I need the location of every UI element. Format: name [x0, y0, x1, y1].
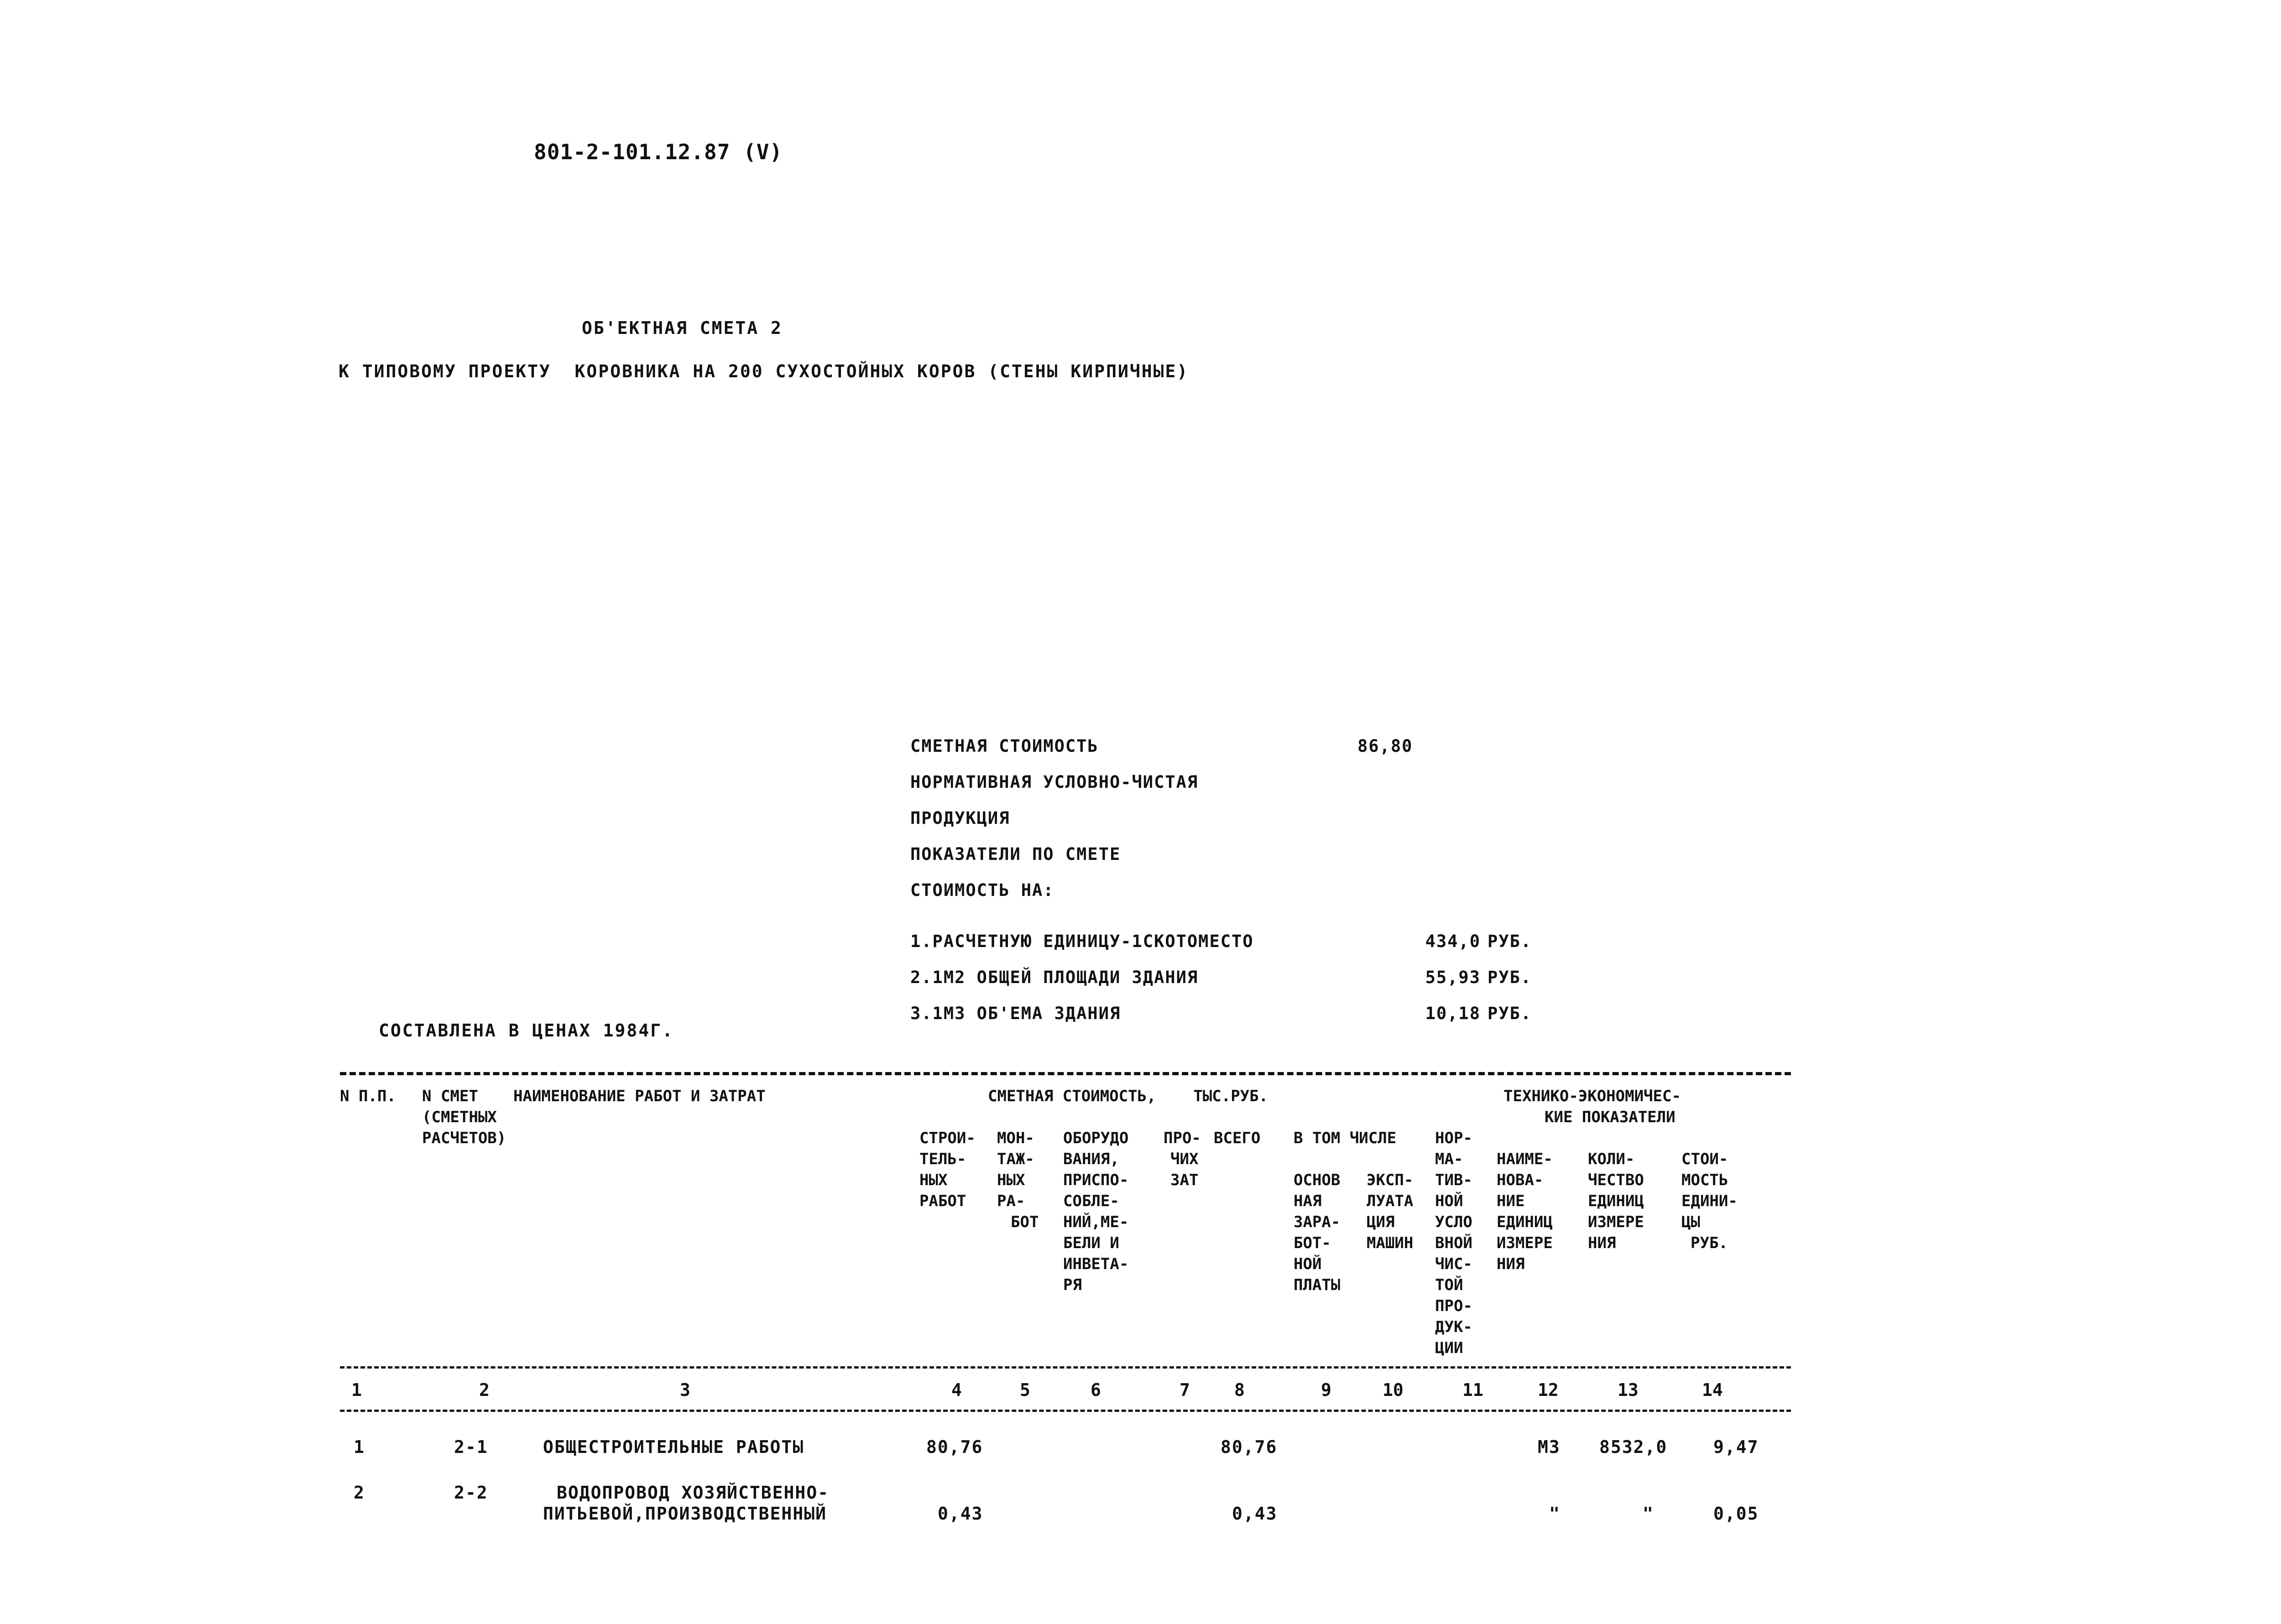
norm-label-line-1: НОРМАТИВНАЯ УСЛОВНО-ЧИСТАЯ: [910, 772, 1199, 792]
cost-label: СМЕТНАЯ СТОИМОСТЬ: [910, 736, 1099, 756]
col-unitname-header-6: НИЯ: [1497, 1255, 1525, 1273]
col-mount-header-4: РА-: [997, 1192, 1025, 1210]
column-number: 6: [1091, 1380, 1101, 1400]
indicator-value: 10,18: [1425, 1004, 1481, 1023]
indicator-row: [910, 1005, 1549, 1026]
col-cost-group-header: СМЕТНАЯ СТОИМОСТЬ, ТЫС.РУБ.: [988, 1087, 1268, 1105]
col-wage-header-4: БОТ-: [1294, 1234, 1331, 1252]
col-wage-header-5: НОЙ: [1294, 1255, 1322, 1273]
col-other-header-3: ЗАТ: [1170, 1171, 1199, 1189]
col-unitcost-header-3: ЕДИНИ-: [1681, 1192, 1738, 1210]
row-total: 80,76: [1221, 1437, 1278, 1457]
col-norm-header-5: УСЛО: [1435, 1213, 1472, 1231]
table-top-rule: [340, 1072, 1791, 1075]
col-incl-header: В ТОМ ЧИСЛЕ: [1294, 1129, 1397, 1147]
col-wage-header-2: НАЯ: [1294, 1192, 1322, 1210]
col-qty-header-2: ЧЕСТВО: [1588, 1171, 1644, 1189]
col-unitname-header-5: ИЗМЕРЕ: [1497, 1234, 1553, 1252]
col-qty-header-1: КОЛИ-: [1588, 1150, 1635, 1168]
col-mount-header-1: МОН-: [997, 1129, 1034, 1147]
col-norm-header-6: ВНОЙ: [1435, 1234, 1472, 1252]
col-wage-header-6: ПЛАТЫ: [1294, 1276, 1341, 1294]
col-unitname-header-1: НАИМЕ-: [1497, 1150, 1553, 1168]
row-qty: 8532,0: [1599, 1437, 1668, 1457]
row-name-1: ВОДОПРОВОД ХОЗЯЙСТВЕННО-: [557, 1483, 830, 1503]
col-name-header: НАИМЕНОВАНИЕ РАБОТ И ЗАТРАТ: [513, 1087, 766, 1105]
col-norm-header-11: ЦИИ: [1435, 1339, 1463, 1357]
column-number: 13: [1618, 1380, 1639, 1400]
row-np: 2: [354, 1483, 365, 1503]
indicator-unit: РУБ.: [1488, 932, 1532, 951]
col-smet-header-3: РАСЧЕТОВ): [422, 1129, 506, 1147]
col-equip-header-3: ПРИСПО-: [1063, 1171, 1129, 1189]
column-number: 9: [1321, 1380, 1331, 1400]
col-norm-header-1: НОР-: [1435, 1129, 1472, 1147]
cost-summary: [910, 723, 1503, 918]
row-unitcost: 9,47: [1713, 1437, 1759, 1457]
col-tech-group-header-2: КИЕ ПОКАЗАТЕЛИ: [1545, 1108, 1676, 1126]
col-other-header-1: ПРО-: [1164, 1129, 1201, 1147]
indicator-label: 1.РАСЧЕТНУЮ ЕДИНИЦУ-1СКОТОМЕСТО: [910, 932, 1254, 951]
col-norm-header-10: ДУК-: [1435, 1318, 1472, 1336]
col-unitname-header-4: ЕДИНИЦ: [1497, 1213, 1553, 1231]
table-header: [340, 1086, 1823, 1355]
col-qty-header-3: ЕДИНИЦ: [1588, 1192, 1644, 1210]
col-norm-header-7: ЧИС-: [1435, 1255, 1472, 1273]
row-np: 1: [354, 1437, 365, 1457]
indicator-row: [910, 969, 1549, 990]
header-bottom-rule: [340, 1366, 1791, 1369]
col-smet-header-1: N СМЕТ: [422, 1087, 478, 1105]
col-mount-header-5: БОТ: [1011, 1213, 1039, 1231]
col-mach-header-4: МАШИН: [1367, 1234, 1414, 1252]
col-other-header-2: ЧИХ: [1170, 1150, 1199, 1168]
col-unitcost-header-5: РУБ.: [1691, 1234, 1728, 1252]
col-equip-header-6: БЕЛИ И: [1063, 1234, 1119, 1252]
col-qty-header-4: ИЗМЕРЕ: [1588, 1213, 1644, 1231]
column-number: 3: [680, 1380, 690, 1400]
row-build: 0,43: [938, 1504, 983, 1524]
row-name-1: ОБЩЕСТРОИТЕЛЬНЫЕ РАБОТЫ: [543, 1437, 804, 1457]
col-unitname-header-3: НИЕ: [1497, 1192, 1525, 1210]
col-unitcost-header-2: МОСТЬ: [1681, 1171, 1728, 1189]
column-number: 2: [479, 1380, 490, 1400]
indicator-row: [910, 933, 1549, 954]
col-equip-header-1: ОБОРУДО: [1063, 1129, 1129, 1147]
col-norm-header-2: МА-: [1435, 1150, 1463, 1168]
column-number: 4: [951, 1380, 962, 1400]
indicator-unit: РУБ.: [1488, 1004, 1532, 1023]
col-mach-header-2: ЛУАТА: [1367, 1192, 1414, 1210]
row-build: 80,76: [926, 1437, 983, 1457]
col-wage-header-1: ОСНОВ: [1294, 1171, 1341, 1189]
col-equip-header-8: РЯ: [1063, 1276, 1082, 1294]
numbers-bottom-rule: [340, 1410, 1791, 1412]
document-subtitle: К ТИПОВОМУ ПРОЕКТУ КОРОВНИКА НА 200 СУХОСТОЙНЫХ КОРОВ (СТЕНЫ КИРПИЧНЫЕ): [339, 361, 1189, 381]
column-number: 11: [1462, 1380, 1483, 1400]
indicator-value: 55,93: [1425, 968, 1481, 987]
cost-value: 86,80: [1357, 736, 1413, 756]
col-norm-header-3: ТИВ-: [1435, 1171, 1472, 1189]
norm-label-line-2: ПРОДУКЦИЯ: [910, 808, 1010, 828]
col-mach-header-1: ЭКСП-: [1367, 1171, 1414, 1189]
col-unitname-header-2: НОВА-: [1497, 1171, 1544, 1189]
col-build-header-2: ТЕЛЬ-: [919, 1150, 966, 1168]
col-norm-header-4: НОЙ: [1435, 1192, 1463, 1210]
row-unitcost: 0,05: [1713, 1504, 1759, 1524]
row-total: 0,43: [1232, 1504, 1278, 1524]
indicator-unit: РУБ.: [1488, 968, 1532, 987]
col-mach-header-3: ЦИЯ: [1367, 1213, 1395, 1231]
col-equip-header-5: НИЙ,МЕ-: [1063, 1213, 1129, 1231]
col-wage-header-3: ЗАРА-: [1294, 1213, 1341, 1231]
col-norm-header-9: ПРО-: [1435, 1297, 1472, 1315]
col-np-header: N П.П.: [340, 1087, 396, 1105]
col-unitcost-header-1: СТОИ-: [1681, 1150, 1728, 1168]
column-number: 5: [1020, 1380, 1030, 1400]
column-number: 1: [351, 1380, 362, 1400]
indicator-label: 3.1М3 ОБ'ЕМА ЗДАНИЯ: [910, 1004, 1121, 1023]
column-number: 14: [1702, 1380, 1723, 1400]
col-tech-group-header-1: ТЕХНИКО-ЭКОНОМИЧЕС-: [1503, 1087, 1681, 1105]
col-build-header-3: НЫХ: [919, 1171, 948, 1189]
row-smet: 2-1: [454, 1437, 488, 1457]
col-equip-header-7: ИНВЕТА-: [1063, 1255, 1129, 1273]
col-norm-header-8: ТОЙ: [1435, 1276, 1463, 1294]
document-title: ОБ'ЕКТНАЯ СМЕТА 2: [582, 318, 783, 338]
column-number-row: [340, 1380, 1800, 1403]
cost-per-label: СТОИМОСТЬ НА:: [910, 880, 1054, 900]
indicator-label: 2.1М2 ОБЩЕЙ ПЛОЩАДИ ЗДАНИЯ: [910, 968, 1199, 987]
prices-note: СОСТАВЛЕНА В ЦЕНАХ 1984Г.: [379, 1020, 674, 1041]
row-unit: М3: [1538, 1437, 1561, 1457]
col-build-header-4: РАБОТ: [919, 1192, 966, 1210]
col-total-header: ВСЕГО: [1214, 1129, 1261, 1147]
indicators-label: ПОКАЗАТЕЛИ ПО СМЕТЕ: [910, 844, 1121, 864]
row-name-2: ПИТЬЕВОЙ,ПРОИЗВОДСТВЕННЫЙ: [543, 1504, 827, 1524]
indicator-value: 434,0: [1425, 932, 1481, 951]
document-code: 801-2-101.12.87 (V): [534, 140, 783, 164]
col-equip-header-4: СОБЛЕ-: [1063, 1192, 1119, 1210]
col-unitcost-header-4: ЦЫ: [1681, 1213, 1700, 1231]
column-number: 12: [1538, 1380, 1559, 1400]
col-mount-header-3: НЫХ: [997, 1171, 1025, 1189]
row-qty: ": [1643, 1504, 1654, 1524]
row-unit: ": [1549, 1504, 1561, 1524]
indicator-list: [910, 918, 1549, 1041]
column-number: 8: [1234, 1380, 1245, 1400]
column-number: 7: [1180, 1380, 1190, 1400]
col-mount-header-2: ТАЖ-: [997, 1150, 1034, 1168]
col-smet-header-2: (СМЕТНЫХ: [422, 1108, 497, 1126]
col-build-header-1: СТРОИ-: [919, 1129, 976, 1147]
col-equip-header-2: ВАНИЯ,: [1063, 1150, 1119, 1168]
col-qty-header-5: НИЯ: [1588, 1234, 1616, 1252]
column-number: 10: [1383, 1380, 1404, 1400]
row-smet: 2-2: [454, 1483, 488, 1503]
